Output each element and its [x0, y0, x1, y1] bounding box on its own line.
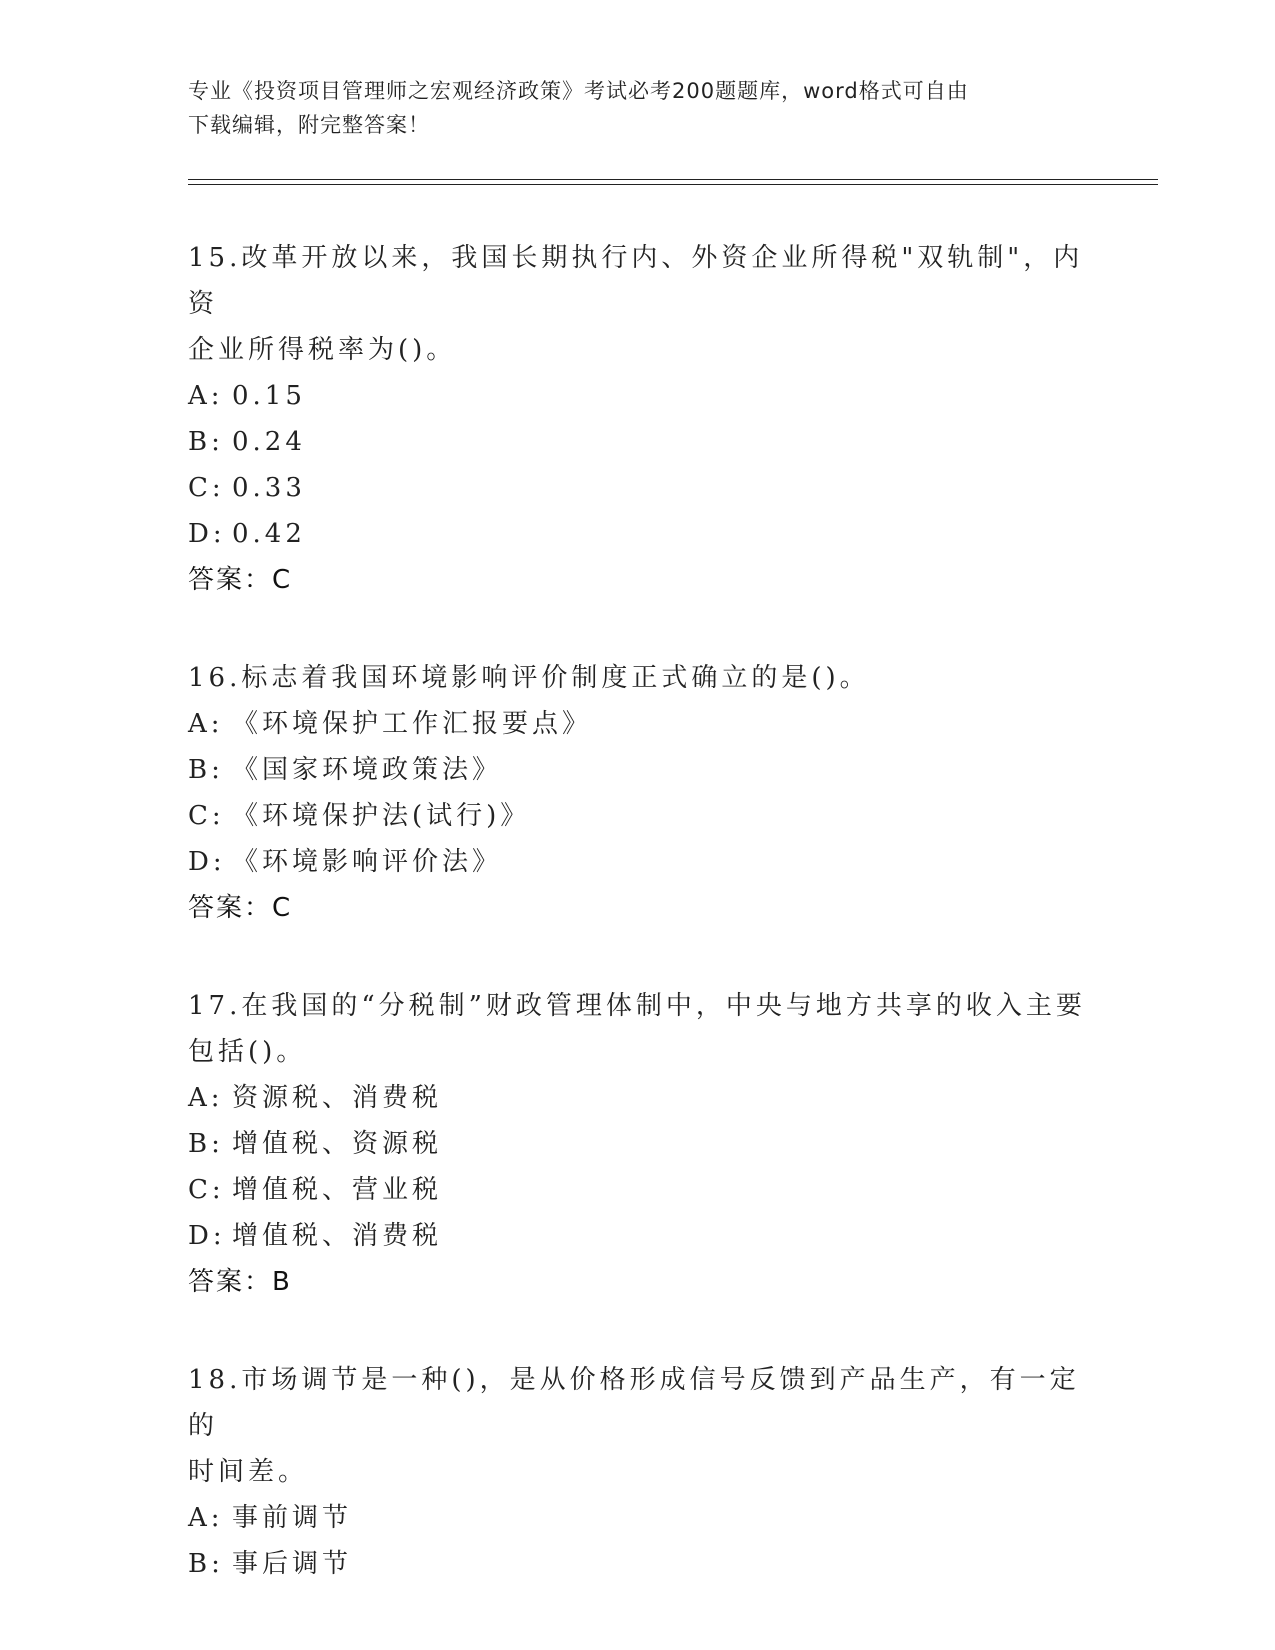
option-letter: C: [188, 473, 225, 503]
question-stem-line: 18.市场调节是一种()，是从价格形成信号反馈到产品生产，有一定的 [188, 1365, 1080, 1441]
answer-line: 答案：B [188, 1267, 292, 1297]
option-text: 0.33 [232, 473, 306, 503]
header-divider-top [188, 179, 1158, 180]
option-text: 增值税、营业税 [232, 1175, 443, 1205]
option-letter: B: [188, 427, 224, 457]
option-b [188, 1541, 1088, 1587]
option-text: 事后调节 [232, 1549, 353, 1579]
option-letter: C: [188, 801, 225, 831]
option-text: 《国家环境政策法》 [232, 755, 503, 785]
option-d [188, 511, 1088, 557]
option-a [188, 1495, 1088, 1541]
option-text: 《环境保护工作汇报要点》 [232, 709, 593, 739]
option-letter: B: [188, 1129, 224, 1159]
option-a [188, 373, 1088, 419]
option-text: 资源税、消费税 [232, 1083, 443, 1113]
option-text: 0.15 [232, 381, 306, 411]
question-17 [188, 983, 1088, 1305]
option-letter: B: [188, 1549, 224, 1579]
option-text: 0.24 [232, 427, 306, 457]
option-a [188, 1075, 1088, 1121]
option-letter: D: [188, 847, 226, 877]
header-divider-bottom [188, 184, 1158, 185]
option-a [188, 701, 1088, 747]
question-16 [188, 655, 1088, 931]
option-d [188, 1213, 1088, 1259]
answer-line: 答案：C [188, 565, 293, 595]
question-stem-line: 16.标志着我国环境影响评价制度正式确立的是()。 [188, 663, 870, 693]
answer-line: 答案：C [188, 893, 293, 923]
question-15 [188, 235, 1088, 603]
option-c [188, 1167, 1088, 1213]
option-b [188, 419, 1088, 465]
question-stem-line: 企业所得税率为()。 [188, 335, 457, 365]
option-letter: D: [188, 1221, 226, 1251]
option-text: 增值税、消费税 [232, 1221, 443, 1251]
option-letter: A: [188, 381, 224, 411]
option-text: 事前调节 [232, 1503, 353, 1533]
question-list [188, 235, 1088, 1639]
option-letter: A: [188, 1503, 224, 1533]
question-stem-line: 17.在我国的“分税制”财政管理体制中，中央与地方共享的收入主要 [188, 991, 1086, 1021]
option-c [188, 793, 1088, 839]
option-text: 《环境保护法(试行)》 [232, 801, 531, 831]
option-d [188, 839, 1088, 885]
question-18 [188, 1357, 1088, 1587]
option-letter: A: [188, 1083, 224, 1113]
option-text: 0.42 [232, 519, 306, 549]
option-letter: A: [188, 709, 224, 739]
option-b [188, 1121, 1088, 1167]
option-letter: D: [188, 519, 226, 549]
header-line-2: 下载编辑，附完整答案！ [188, 113, 430, 137]
question-stem-line: 时间差。 [188, 1457, 309, 1487]
question-stem-line: 15.改革开放以来，我国长期执行内、外资企业所得税"双轨制"，内资 [188, 243, 1084, 319]
question-stem-line: 包括()。 [188, 1037, 307, 1067]
option-text: 《环境影响评价法》 [232, 847, 503, 877]
option-letter: B: [188, 755, 224, 785]
option-text: 增值税、资源税 [232, 1129, 443, 1159]
option-letter: C: [188, 1175, 225, 1205]
document-header [188, 74, 1068, 142]
option-c [188, 465, 1088, 511]
option-b [188, 747, 1088, 793]
header-line-1: 专业《投资项目管理师之宏观经济政策》考试必考200题题库，word格式可自由 [188, 79, 969, 103]
